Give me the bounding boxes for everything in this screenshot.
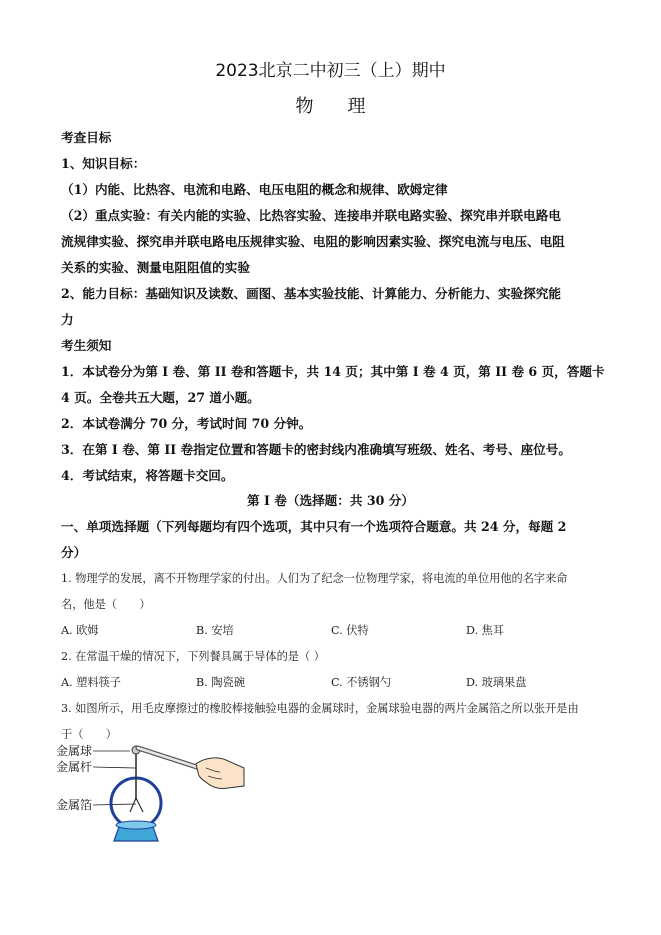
question-2-option-d[interactable]: D. 玻璃果盘 xyxy=(466,676,527,689)
label-metal-ball: 金属球 xyxy=(56,744,93,758)
notice-2: 2．本试卷满分 70 分，考试时间 70 分钟。 xyxy=(61,416,312,431)
question-1-option-b[interactable]: B. 安培 xyxy=(196,624,234,637)
question-1-stem-line2: 名，他是（ ） xyxy=(61,598,151,611)
question-3-stem-line1: 3. 如图所示，用毛皮摩擦过的橡胶棒接触验电器的金属球时，金属球验电器的两片金属箔之所以张开是由 xyxy=(61,702,579,715)
part1-heading: 第 I 卷（选择题：共 30 分） xyxy=(247,493,414,508)
notice-1-line1: 1．本试卷分为第 I 卷、第 II 卷和答题卡，共 14 页；其中第 I 卷 4 页，第 II 卷 6 页，答题卡 xyxy=(61,364,605,379)
metal-foils xyxy=(130,798,143,812)
label-metal-rod: 金属杆 xyxy=(56,760,93,774)
question-1-option-c[interactable]: C. 伏特 xyxy=(331,624,369,637)
knowledge-goal-2-line2: 流规律实验、探究串并联电路电压规律实验、电阻的影响因素实验、探究电流与电压、电阻 xyxy=(61,234,565,249)
knowledge-goals-heading: 1、知识目标： xyxy=(61,156,146,171)
label-metal-foil: 金属箔 xyxy=(56,798,93,812)
hand xyxy=(196,758,244,789)
subject-title: 物理 xyxy=(295,96,400,117)
exam-title: 2023北京二中初三（上）期中 xyxy=(215,61,446,81)
question-2-option-b[interactable]: B. 陶瓷碗 xyxy=(196,676,245,689)
knowledge-goal-2-line1: （2）重点实验：有关内能的实验、比热容实验、连接串并联电路实验、探究串并联电路电 xyxy=(61,208,561,223)
notice-heading: 考生须知 xyxy=(61,338,112,353)
notice-4: 4．考试结束，将答题卡交回。 xyxy=(61,468,234,483)
notice-3: 3．在第 I 卷、第 II 卷指定位置和答题卡的密封线内准确填写班级、姓名、考号、座位号。 xyxy=(61,442,571,457)
section1-heading-line1: 一、单项选择题（下列每题均有四个选项，其中只有一个选项符合题意。共 24 分，每题 2 xyxy=(61,519,567,534)
section1-heading-line2: 分） xyxy=(61,545,87,560)
question-1-stem-line1: 1. 物理学的发展，离不开物理学家的付出。人们为了纪念一位物理学家，将电流的单位用他的名字来命 xyxy=(61,572,568,585)
question-2-option-a[interactable]: A. 塑料筷子 xyxy=(61,676,121,689)
ability-goal-line1: 2、能力目标：基础知识及读数、画图、基本实验技能、计算能力、分析能力、实验探究能 xyxy=(61,286,561,301)
question-2-stem: 2. 在常温干燥的情况下，下列餐具属于导体的是（ ） xyxy=(61,650,325,663)
question-3-stem-line2: 于（ ） xyxy=(61,728,117,741)
knowledge-goal-2-line3: 关系的实验、测量电阻阻值的实验 xyxy=(61,260,250,275)
question-1-option-a[interactable]: A. 欧姆 xyxy=(61,624,99,637)
goals-heading: 考查目标 xyxy=(61,130,112,145)
ability-goal-line2: 力 xyxy=(61,312,74,327)
question-2-option-c[interactable]: C. 不锈钢勺 xyxy=(331,676,392,689)
knowledge-goal-1: （1）内能、比热容、电流和电路、电压电阻的概念和规律、欧姆定律 xyxy=(61,182,448,197)
notice-1-line2: 4 页。全卷共五大题，27 道小题。 xyxy=(61,390,260,405)
question-1-option-d[interactable]: D. 焦耳 xyxy=(466,624,505,637)
electroscope-figure xyxy=(56,738,246,848)
